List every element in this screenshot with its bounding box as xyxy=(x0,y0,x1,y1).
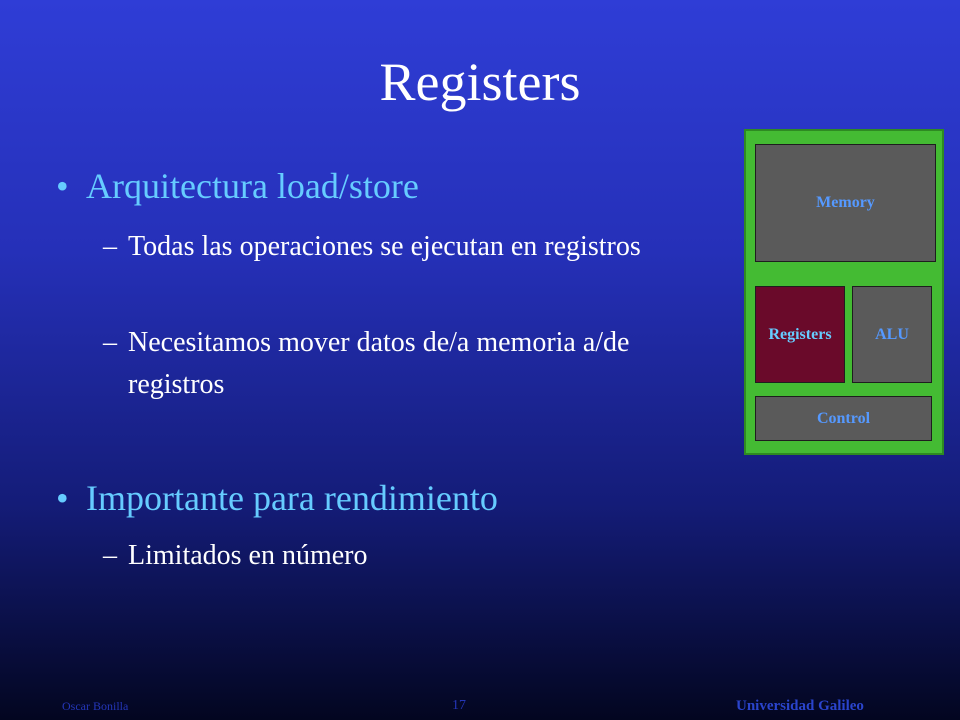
cpu-diagram xyxy=(744,129,944,455)
footer-institution: Universidad Galileo xyxy=(736,698,864,714)
alu-box: ALU xyxy=(852,286,932,383)
sub-bullet-dash: – xyxy=(103,540,117,571)
memory-box: Memory xyxy=(755,144,936,262)
bullet-load-store xyxy=(56,164,419,208)
sub-bullet-dash: – xyxy=(103,231,117,262)
sub-bullet-dash: – xyxy=(103,327,117,358)
sub-bullet-text: Todas las operaciones se ejecutan en registros xyxy=(128,231,641,262)
footer-page-number: 17 xyxy=(452,698,466,713)
sub-bullet-text: Necesitamos mover datos de/a memoria a/de registros xyxy=(128,327,630,400)
registers-box: Registers xyxy=(755,286,845,383)
footer-author: Oscar Bonilla xyxy=(62,699,129,713)
bullet-text: Importante para rendimiento xyxy=(86,478,498,518)
bullet-text: Arquitectura load/store xyxy=(86,166,419,206)
slide-title: Registers xyxy=(379,52,581,112)
bullet-performance xyxy=(56,476,498,520)
bullet-dot: • xyxy=(56,166,69,206)
sub-bullet-limited xyxy=(103,535,723,577)
sub-bullet-text: Limitados en número xyxy=(128,540,368,571)
sub-bullet-operations xyxy=(103,226,723,268)
bullet-dot: • xyxy=(56,478,69,518)
control-box: Control xyxy=(755,396,932,441)
sub-bullet-move-data xyxy=(103,322,723,406)
